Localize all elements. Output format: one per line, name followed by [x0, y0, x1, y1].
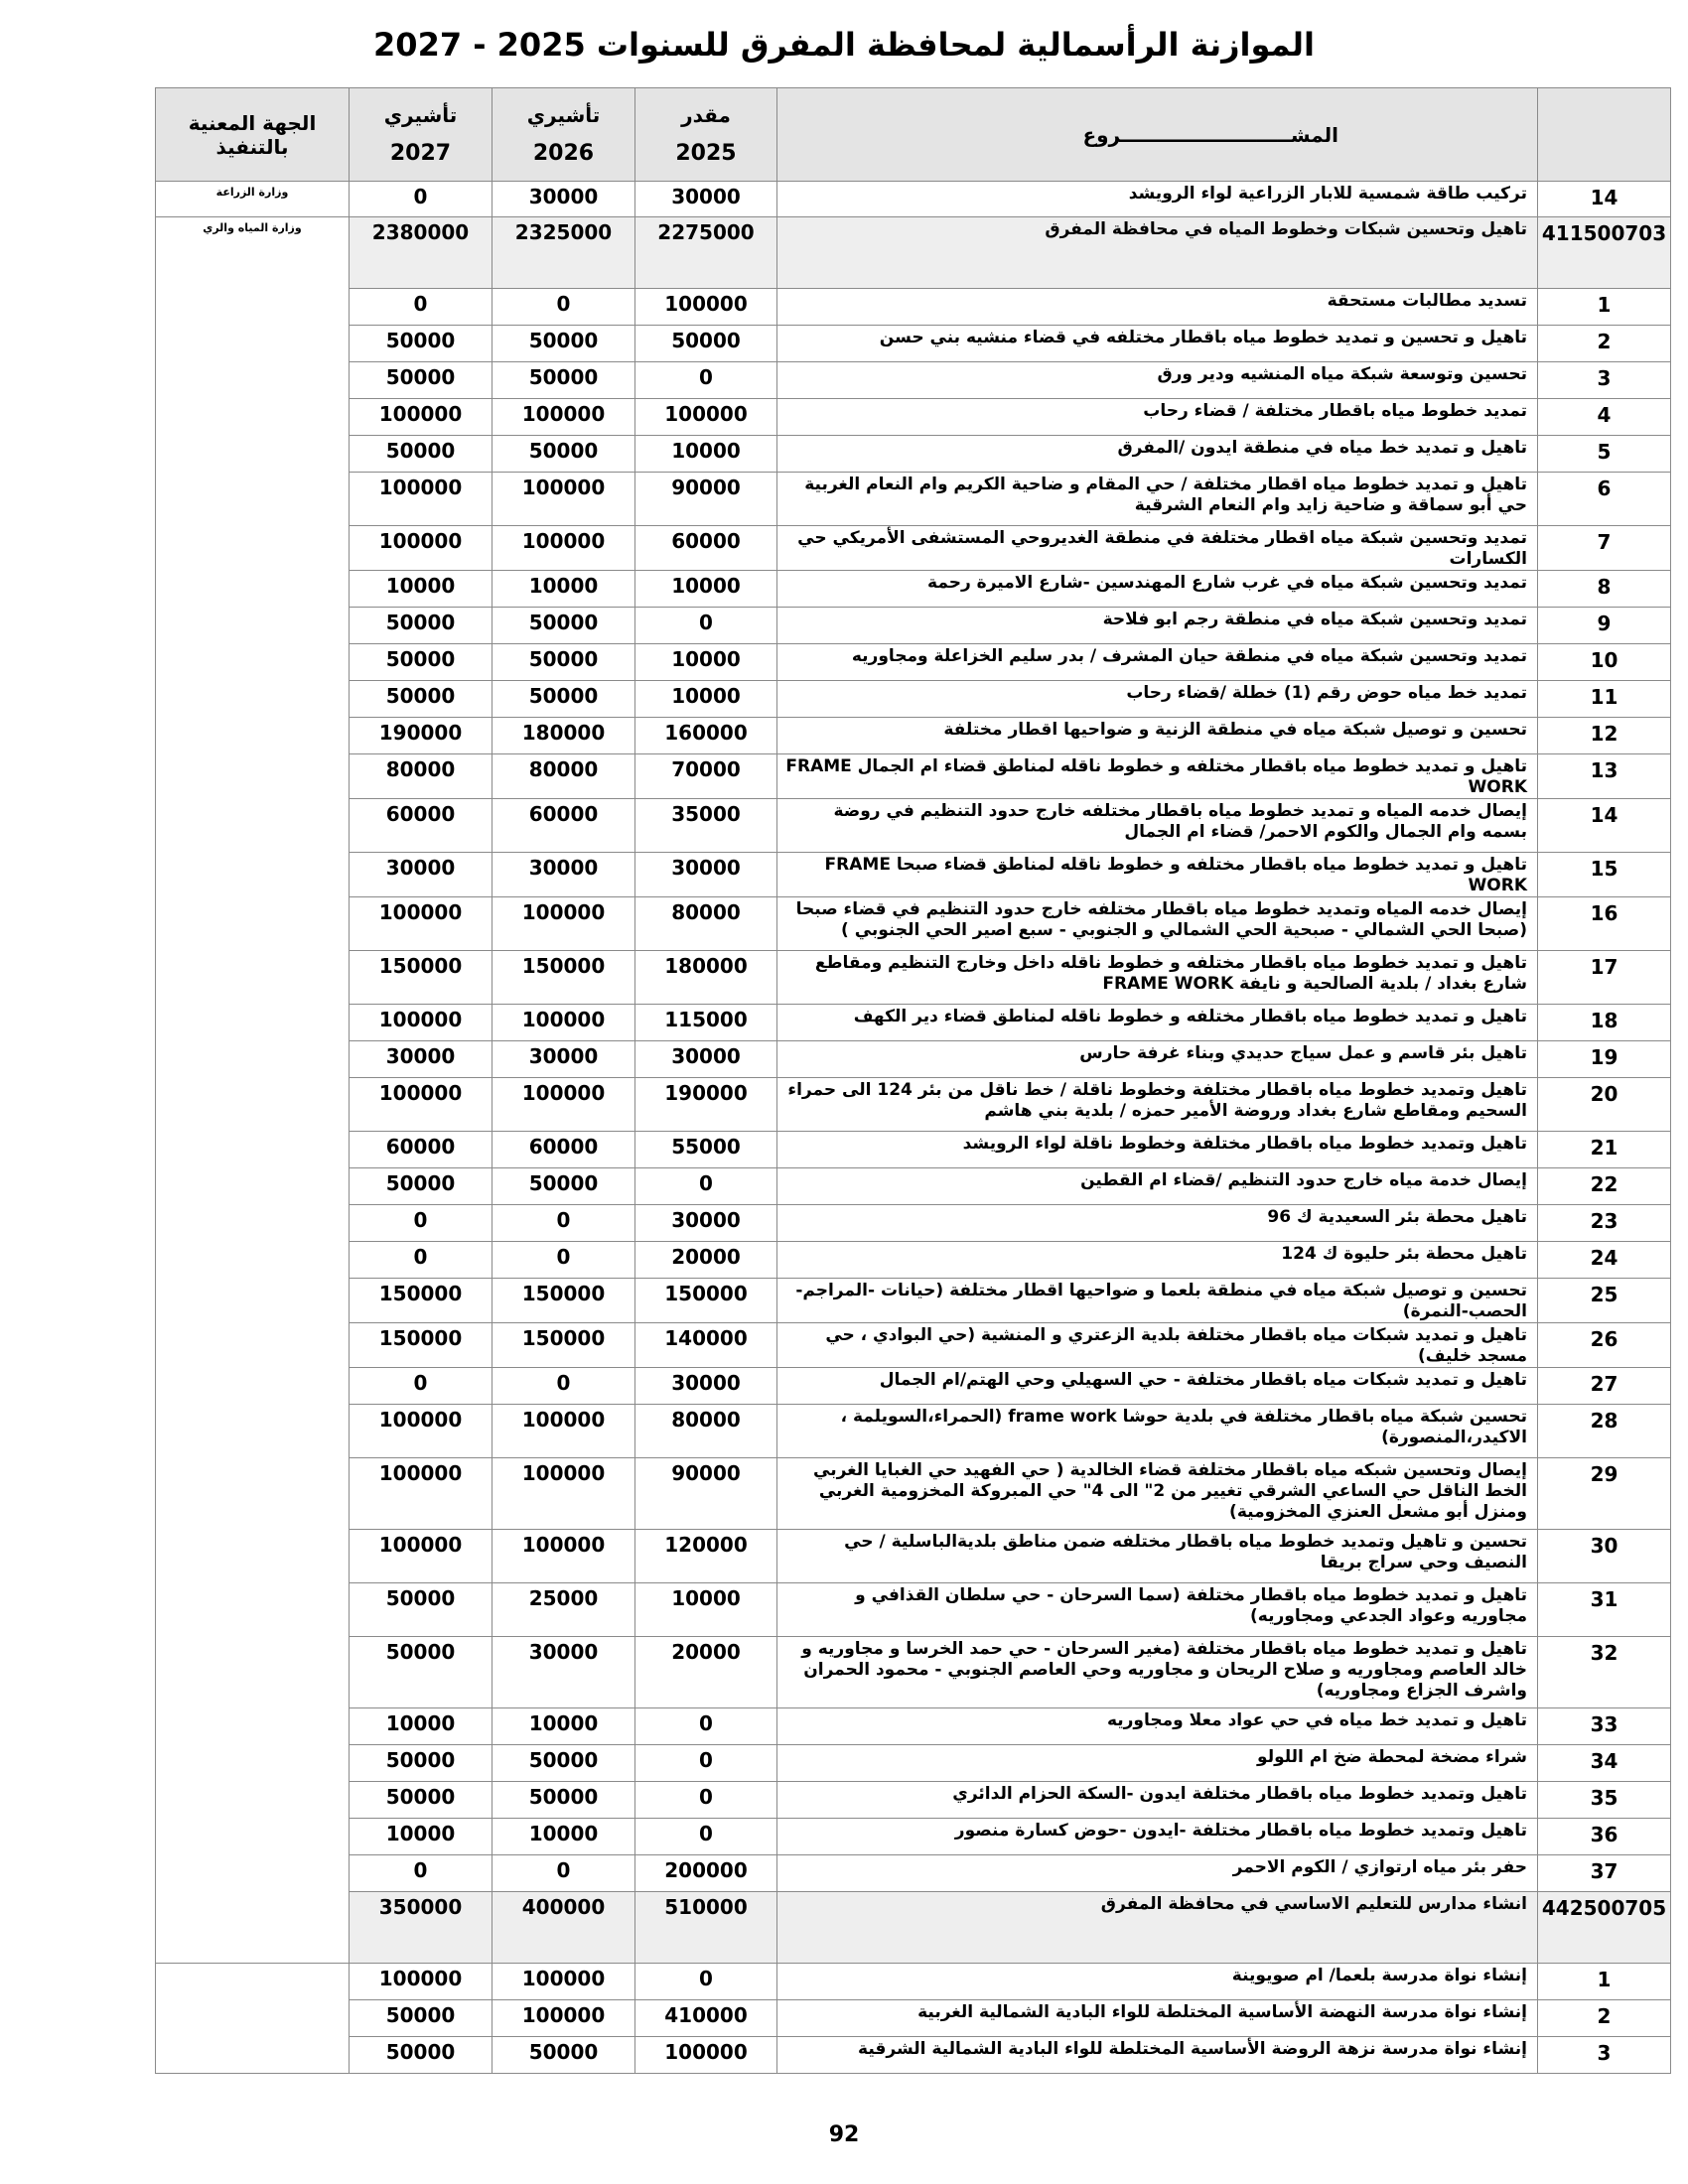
value-2027-cell: 50000 — [350, 1583, 492, 1637]
project-number-cell: 20 — [1538, 1078, 1671, 1132]
project-number-cell: 17 — [1538, 951, 1671, 1005]
project-number-cell: 14 — [1538, 799, 1671, 853]
project-description-cell: إيصال خدمه المياه و تمديد خطوط مياه باقطار مختلفه خارج حدود التنظيم في روضة بسمه وام الجمال والكوم الاحمر/ قضاء ام الجمال — [777, 799, 1538, 853]
value-2025-cell: 30000 — [635, 1368, 777, 1405]
value-2025-cell: 30000 — [635, 182, 777, 217]
value-2025-cell: 90000 — [635, 473, 777, 526]
table-row — [156, 1005, 1671, 1041]
value-2027-cell: 100000 — [350, 1005, 492, 1041]
value-2026-cell: 50000 — [492, 608, 635, 644]
value-2027-cell: 0 — [350, 289, 492, 326]
value-2025-cell: 0 — [635, 1745, 777, 1782]
value-2027-cell: 190000 — [350, 718, 492, 754]
value-2027-cell: 60000 — [350, 799, 492, 853]
value-2025-cell: 60000 — [635, 526, 777, 571]
project-description-cell: تسديد مطالبات مستحقة — [777, 289, 1538, 326]
page-title: الموازنة الرأسمالية لمحافظة المفرق للسنوات 2025 - 2027 — [373, 26, 1315, 64]
value-2025-cell: 10000 — [635, 644, 777, 681]
project-description-cell: تاهيل محطة بئر السعيدية ك 96 — [777, 1205, 1538, 1242]
table-row — [156, 1205, 1671, 1242]
value-2026-cell: 100000 — [492, 399, 635, 436]
project-number-cell: 28 — [1538, 1405, 1671, 1458]
project-number-cell: 24 — [1538, 1242, 1671, 1279]
value-2025-cell: 90000 — [635, 1458, 777, 1530]
table-row — [156, 718, 1671, 754]
value-2025-cell: 510000 — [635, 1892, 777, 1964]
value-2027-cell: 80000 — [350, 754, 492, 799]
project-description-cell: تاهيل و تمديد خطوط مياه باقطار مختلفه و خطوط ناقله لمناطق قضاء صبحا FRAME WORK — [777, 853, 1538, 897]
value-2026-cell: 50000 — [492, 362, 635, 399]
project-description-cell: تحسين و تاهيل وتمديد خطوط مياه باقطار مختلفه ضمن مناطق بلديةالباسلية / حي النصيف وحي سراج بريقا — [777, 1530, 1538, 1583]
table-row — [156, 1782, 1671, 1819]
value-2025-cell: 50000 — [635, 326, 777, 362]
value-2025-cell: 10000 — [635, 436, 777, 473]
value-2025-cell: 80000 — [635, 897, 777, 951]
table-row — [156, 1583, 1671, 1637]
project-number-cell: 27 — [1538, 1368, 1671, 1405]
project-description-cell: تاهيل وتمديد خطوط مياه باقطار مختلفة ايدون -السكة الحزام الدائري — [777, 1782, 1538, 1819]
project-number-cell: 23 — [1538, 1205, 1671, 1242]
table-row — [156, 1279, 1671, 1323]
value-2027-cell: 350000 — [350, 1892, 492, 1964]
value-2027-cell: 0 — [350, 1242, 492, 1279]
project-number-cell: 30 — [1538, 1530, 1671, 1583]
value-2026-cell: 0 — [492, 1205, 635, 1242]
value-2025-cell: 0 — [635, 1782, 777, 1819]
table-row — [156, 1530, 1671, 1583]
value-2027-cell: 30000 — [350, 853, 492, 897]
value-2026-cell: 30000 — [492, 1637, 635, 1708]
table-header-row — [156, 88, 1671, 182]
project-number-cell: 442500705 — [1538, 1892, 1671, 1964]
project-description-cell: تمديد وتحسين شبكة مياه في غرب شارع المهندسين -شارع الاميرة رحمة — [777, 571, 1538, 608]
value-2026-cell: 50000 — [492, 1168, 635, 1205]
project-number-cell: 31 — [1538, 1583, 1671, 1637]
project-number-cell: 26 — [1538, 1323, 1671, 1368]
project-number-cell: 1 — [1538, 289, 1671, 326]
project-description-cell: إنشاء نواة مدرسة نزهة الروضة الأساسية المختلطة للواء البادية الشمالية الشرقية — [777, 2037, 1538, 2074]
value-2026-cell: 0 — [492, 289, 635, 326]
table-row — [156, 644, 1671, 681]
value-2025-cell: 180000 — [635, 951, 777, 1005]
project-number-cell: 18 — [1538, 1005, 1671, 1041]
project-description-cell: تمديد وتحسين شبكة مياه في منطقة حيان المشرف / بدر سليم الخزاعلة ومجاوريه — [777, 644, 1538, 681]
value-2026-cell: 10000 — [492, 571, 635, 608]
value-2025-cell: 55000 — [635, 1132, 777, 1168]
project-number-cell: 10 — [1538, 644, 1671, 681]
project-number-cell: 19 — [1538, 1041, 1671, 1078]
project-description-cell: انشاء مدارس للتعليم الاساسي في محافظة المفرق — [777, 1892, 1538, 1964]
program-row — [156, 217, 1671, 289]
value-2027-cell: 10000 — [350, 1708, 492, 1745]
value-2026-cell: 100000 — [492, 1458, 635, 1530]
table-row — [156, 1132, 1671, 1168]
project-description-cell: تمديد وتحسين شبكة مياه في منطقة رجم ابو فلاحة — [777, 608, 1538, 644]
table-row — [156, 754, 1671, 799]
header-2026: تأشيري 2026 — [492, 88, 635, 182]
value-2025-cell: 30000 — [635, 853, 777, 897]
value-2025-cell: 2275000 — [635, 217, 777, 289]
table-row — [156, 1964, 1671, 2000]
header-2027: تأشيري 2027 — [350, 88, 492, 182]
value-2025-cell: 150000 — [635, 1279, 777, 1323]
value-2025-cell: 115000 — [635, 1005, 777, 1041]
project-number-cell: 13 — [1538, 754, 1671, 799]
project-description-cell: تمديد خط مياه حوض رقم (1) خطلة /قضاء رحاب — [777, 681, 1538, 718]
budget-table — [155, 87, 1671, 2074]
project-number-cell: 25 — [1538, 1279, 1671, 1323]
table-row — [156, 853, 1671, 897]
value-2027-cell: 50000 — [350, 1637, 492, 1708]
value-2026-cell: 25000 — [492, 1583, 635, 1637]
project-description-cell: تاهيل و تمديد خطوط مياه باقطار مختلفة (مغير السرحان - حي حمد الخرسا و مجاوريه و خالد العاصم ومجاوريه و صلاح الريحان و مجاوريه وحي العاصم الجنوبي - محمود الحمران واشرف الجزاع ومجاوريه) — [777, 1637, 1538, 1708]
project-number-cell: 11 — [1538, 681, 1671, 718]
value-2026-cell: 2325000 — [492, 217, 635, 289]
table-row — [156, 399, 1671, 436]
value-2027-cell: 0 — [350, 1205, 492, 1242]
value-2026-cell: 60000 — [492, 799, 635, 853]
project-description-cell: إيصال خدمه المياه وتمديد خطوط مياه باقطار مختلفه خارج حدود التنظيم في قضاء صبحا (صبحا الحي الشمالي - صبحية الحي الشمالي و الجنوبي - سبع اصير الحي الجنوبي ) — [777, 897, 1538, 951]
value-2027-cell: 60000 — [350, 1132, 492, 1168]
project-number-cell: 36 — [1538, 1819, 1671, 1855]
project-number-cell: 16 — [1538, 897, 1671, 951]
table-row — [156, 1323, 1671, 1368]
project-description-cell: إنشاء نواة مدرسة بلعما/ ام صويوينة — [777, 1964, 1538, 2000]
table-row — [156, 2037, 1671, 2074]
project-description-cell: تاهيل وتمديد خطوط مياه باقطار مختلفة وخطوط ناقلة / خط ناقل من بئر 124 الى حمراء السحيم ومقاطع شارع بغداد وروضة الأمير حمزه / بلدية بني هاشم — [777, 1078, 1538, 1132]
value-2027-cell: 150000 — [350, 951, 492, 1005]
value-2026-cell: 100000 — [492, 897, 635, 951]
value-2026-cell: 50000 — [492, 1782, 635, 1819]
project-number-cell: 1 — [1538, 1964, 1671, 2000]
value-2025-cell: 70000 — [635, 754, 777, 799]
project-description-cell: تمديد وتحسين شبكة مياه اقطار مختلفة في منطقة الغديروحي المستشفى الأمريكي حي الكسارات — [777, 526, 1538, 571]
value-2025-cell: 100000 — [635, 399, 777, 436]
value-2026-cell: 100000 — [492, 2000, 635, 2037]
value-2026-cell: 0 — [492, 1242, 635, 1279]
value-2027-cell: 0 — [350, 1855, 492, 1892]
table-row — [156, 1855, 1671, 1892]
header-number — [1538, 88, 1671, 182]
project-number-cell: 29 — [1538, 1458, 1671, 1530]
project-number-cell: 15 — [1538, 853, 1671, 897]
value-2027-cell: 100000 — [350, 1078, 492, 1132]
table-row — [156, 1745, 1671, 1782]
project-description-cell: تاهيل و تمديد شبكات مياه باقطار مختلفة بلدية الزعتري و المنشية (حي البوادي ، حي مسجد خليف) — [777, 1323, 1538, 1368]
project-number-cell: 21 — [1538, 1132, 1671, 1168]
table-row — [156, 799, 1671, 853]
table-row — [156, 681, 1671, 718]
project-number-cell: 3 — [1538, 362, 1671, 399]
value-2025-cell: 100000 — [635, 289, 777, 326]
value-2025-cell: 140000 — [635, 1323, 777, 1368]
project-description-cell: إيصال وتحسين شبكه مياه باقطار مختلفة قضاء الخالدية ( حي الفهيد حي الغبايا الغربي الخط الناقل حي الساعي الشرقي تغيير من 2" الى 4" حي المبروكة المخزومية الغربي ومنزل أبو مشعل العنزي المخزومية) — [777, 1458, 1538, 1530]
value-2026-cell: 100000 — [492, 1530, 635, 1583]
project-description-cell: تحسين وتوسعة شبكة مياه المنشيه ودير ورق — [777, 362, 1538, 399]
value-2026-cell: 50000 — [492, 2037, 635, 2074]
table-row — [156, 436, 1671, 473]
project-description-cell: تاهيل و تمديد خطوط مياه اقطار مختلفة / حي المقام و ضاحية الكريم وام النعام الغربية حي أبو سماقة و ضاحية زايد وام النعام الشرقية — [777, 473, 1538, 526]
value-2026-cell: 0 — [492, 1368, 635, 1405]
value-2027-cell: 100000 — [350, 399, 492, 436]
project-number-cell: 2 — [1538, 2000, 1671, 2037]
table-row — [156, 289, 1671, 326]
value-2026-cell: 150000 — [492, 951, 635, 1005]
value-2026-cell: 50000 — [492, 326, 635, 362]
value-2025-cell: 410000 — [635, 2000, 777, 2037]
value-2026-cell: 60000 — [492, 1132, 635, 1168]
program-row — [156, 1892, 1671, 1964]
value-2026-cell: 50000 — [492, 644, 635, 681]
value-2026-cell: 80000 — [492, 754, 635, 799]
value-2026-cell: 100000 — [492, 1005, 635, 1041]
project-description-cell: تاهيل و تمديد شبكات مياه باقطار مختلفة - حي السهيلي وحي الهتم/ام الجمال — [777, 1368, 1538, 1405]
project-number-cell: 411500703 — [1538, 217, 1671, 289]
value-2027-cell: 50000 — [350, 644, 492, 681]
value-2025-cell: 0 — [635, 1708, 777, 1745]
value-2027-cell: 100000 — [350, 473, 492, 526]
table-row — [156, 951, 1671, 1005]
value-2025-cell: 20000 — [635, 1242, 777, 1279]
value-2027-cell: 100000 — [350, 1530, 492, 1583]
value-2026-cell: 100000 — [492, 526, 635, 571]
table-row — [156, 1242, 1671, 1279]
value-2026-cell: 150000 — [492, 1279, 635, 1323]
value-2026-cell: 10000 — [492, 1708, 635, 1745]
project-number-cell: 33 — [1538, 1708, 1671, 1745]
table-row — [156, 1458, 1671, 1530]
value-2025-cell: 200000 — [635, 1855, 777, 1892]
value-2026-cell: 100000 — [492, 1964, 635, 2000]
value-2027-cell: 50000 — [350, 436, 492, 473]
project-description-cell: تاهيل و تمديد خطوط مياه باقطار مختلفة (سما السرحان - حي سلطان القذافي و مجاوريه وعواد الجدعي ومجاوريه) — [777, 1583, 1538, 1637]
table-row — [156, 326, 1671, 362]
project-description-cell: تاهيل و تمديد خطوط مياه باقطار مختلفه و خطوط ناقله لمناطق قضاء ام الجمال FRAME WORK — [777, 754, 1538, 799]
value-2025-cell: 0 — [635, 608, 777, 644]
value-2026-cell: 50000 — [492, 436, 635, 473]
page-number: 92 — [828, 2122, 860, 2147]
project-number-cell: 35 — [1538, 1782, 1671, 1819]
project-number-cell: 22 — [1538, 1168, 1671, 1205]
table-row — [156, 1708, 1671, 1745]
table-row — [156, 1405, 1671, 1458]
project-description-cell: تاهيل محطة بئر حليوة ك 124 — [777, 1242, 1538, 1279]
value-2025-cell: 160000 — [635, 718, 777, 754]
value-2027-cell: 100000 — [350, 1405, 492, 1458]
value-2025-cell: 0 — [635, 362, 777, 399]
value-2026-cell: 30000 — [492, 1041, 635, 1078]
table-row — [156, 1168, 1671, 1205]
value-2027-cell: 50000 — [350, 1168, 492, 1205]
value-2025-cell: 100000 — [635, 2037, 777, 2074]
value-2025-cell: 190000 — [635, 1078, 777, 1132]
project-description-cell: حفر بئر مياه ارتوازي / الكوم الاحمر — [777, 1855, 1538, 1892]
value-2025-cell: 20000 — [635, 1637, 777, 1708]
project-number-cell: 4 — [1538, 399, 1671, 436]
value-2026-cell: 50000 — [492, 681, 635, 718]
value-2026-cell: 10000 — [492, 1819, 635, 1855]
project-description-cell: شراء مضخة لمحطة ضخ ام اللولو — [777, 1745, 1538, 1782]
project-number-cell: 3 — [1538, 2037, 1671, 2074]
value-2026-cell: 50000 — [492, 1745, 635, 1782]
project-description-cell: إنشاء نواة مدرسة النهضة الأساسية المختلطة للواء البادية الشمالية الغربية — [777, 2000, 1538, 2037]
table-row — [156, 1637, 1671, 1708]
value-2025-cell: 120000 — [635, 1530, 777, 1583]
value-2026-cell: 400000 — [492, 1892, 635, 1964]
value-2026-cell: 30000 — [492, 182, 635, 217]
value-2027-cell: 2380000 — [350, 217, 492, 289]
value-2027-cell: 50000 — [350, 681, 492, 718]
value-2027-cell: 50000 — [350, 1745, 492, 1782]
value-2026-cell: 180000 — [492, 718, 635, 754]
project-number-cell: 6 — [1538, 473, 1671, 526]
value-2027-cell: 50000 — [350, 362, 492, 399]
project-description-cell: تاهيل وتحسين شبكات وخطوط المياه في محافظة المفرق — [777, 217, 1538, 289]
agency-cell: وزارة الزراعة — [156, 182, 350, 217]
value-2025-cell: 0 — [635, 1819, 777, 1855]
project-number-cell: 12 — [1538, 718, 1671, 754]
project-description-cell: تاهيل وتمديد خطوط مياه باقطار مختلفة وخطوط ناقلة لواء الرويشد — [777, 1132, 1538, 1168]
value-2027-cell: 50000 — [350, 326, 492, 362]
value-2026-cell: 100000 — [492, 1405, 635, 1458]
value-2027-cell: 100000 — [350, 897, 492, 951]
table-row — [156, 897, 1671, 951]
value-2025-cell: 35000 — [635, 799, 777, 853]
value-2027-cell: 50000 — [350, 2037, 492, 2074]
value-2025-cell: 30000 — [635, 1205, 777, 1242]
table-row — [156, 182, 1671, 217]
project-number-cell: 5 — [1538, 436, 1671, 473]
table-row — [156, 1078, 1671, 1132]
project-description-cell: تاهيل و تمديد خطوط مياه باقطار مختلفه و خطوط ناقله لمناطق قضاء دير الكهف — [777, 1005, 1538, 1041]
value-2026-cell: 100000 — [492, 1078, 635, 1132]
value-2025-cell: 10000 — [635, 571, 777, 608]
table-row — [156, 608, 1671, 644]
value-2027-cell: 0 — [350, 1368, 492, 1405]
value-2027-cell: 50000 — [350, 1782, 492, 1819]
header-agency: الجهة المعنية بالتنفيذ — [156, 88, 350, 182]
project-number-cell: 7 — [1538, 526, 1671, 571]
project-description-cell: تحسين شبكة مياه باقطار مختلفة في بلدية حوشا frame work (الحمراء،السويلمة ، الاكيدر،المنصورة) — [777, 1405, 1538, 1458]
value-2027-cell: 50000 — [350, 2000, 492, 2037]
value-2027-cell: 150000 — [350, 1323, 492, 1368]
table-row — [156, 526, 1671, 571]
value-2027-cell: 10000 — [350, 1819, 492, 1855]
value-2027-cell: 10000 — [350, 571, 492, 608]
value-2025-cell: 30000 — [635, 1041, 777, 1078]
agency-cell: وزارة المياه والري — [156, 217, 350, 1964]
project-description-cell: تحسين و توصيل شبكة مياه في منطقة بلعما و ضواحيها اقطار مختلفة (حيانات -المراجم-الحصب-النمرة) — [777, 1279, 1538, 1323]
project-number-cell: 37 — [1538, 1855, 1671, 1892]
table-row — [156, 1368, 1671, 1405]
value-2026-cell: 30000 — [492, 853, 635, 897]
value-2026-cell: 150000 — [492, 1323, 635, 1368]
value-2025-cell: 0 — [635, 1964, 777, 2000]
header-project: المشـــــــــــــــــــــــــروع — [777, 88, 1538, 182]
value-2025-cell: 80000 — [635, 1405, 777, 1458]
project-description-cell: تحسين و توصيل شبكة مياه في منطقة الزنية و ضواحيها اقطار مختلفة — [777, 718, 1538, 754]
project-description-cell: تاهيل بئر قاسم و عمل سياج حديدي وبناء غرفة حارس — [777, 1041, 1538, 1078]
project-number-cell: 2 — [1538, 326, 1671, 362]
project-number-cell: 32 — [1538, 1637, 1671, 1708]
project-description-cell: تاهيل و تحسين و تمديد خطوط مياه باقطار مختلفه في قضاء منشيه بني حسن — [777, 326, 1538, 362]
value-2027-cell: 50000 — [350, 608, 492, 644]
value-2027-cell: 0 — [350, 182, 492, 217]
project-description-cell: تاهيل و تمديد خط مياه في حي عواد معلا ومجاوريه — [777, 1708, 1538, 1745]
table-row — [156, 473, 1671, 526]
table-row — [156, 362, 1671, 399]
project-description-cell: تركيب طاقة شمسية للابار الزراعية لواء الرويشد — [777, 182, 1538, 217]
table-row — [156, 2000, 1671, 2037]
value-2026-cell: 100000 — [492, 473, 635, 526]
project-number-cell: 14 — [1538, 182, 1671, 217]
value-2025-cell: 0 — [635, 1168, 777, 1205]
table-row — [156, 1041, 1671, 1078]
value-2027-cell: 100000 — [350, 1458, 492, 1530]
value-2027-cell: 100000 — [350, 526, 492, 571]
value-2025-cell: 10000 — [635, 1583, 777, 1637]
header-2025: مقدر 2025 — [635, 88, 777, 182]
value-2027-cell: 100000 — [350, 1964, 492, 2000]
project-description-cell: تمديد خطوط مياه باقطار مختلفة / قضاء رحاب — [777, 399, 1538, 436]
value-2027-cell: 30000 — [350, 1041, 492, 1078]
project-number-cell: 8 — [1538, 571, 1671, 608]
value-2026-cell: 0 — [492, 1855, 635, 1892]
project-description-cell: إيصال خدمة مياه خارج حدود التنظيم /قضاء ام القطين — [777, 1168, 1538, 1205]
agency-cell — [156, 1964, 350, 2074]
value-2027-cell: 150000 — [350, 1279, 492, 1323]
project-number-cell: 34 — [1538, 1745, 1671, 1782]
project-number-cell: 9 — [1538, 608, 1671, 644]
table-row — [156, 1819, 1671, 1855]
project-description-cell: تاهيل و تمديد خط مياه في منطقة ايدون /المفرق — [777, 436, 1538, 473]
project-description-cell: تاهيل وتمديد خطوط مياه باقطار مختلفة -ايدون -حوض كسارة منصور — [777, 1819, 1538, 1855]
table-row — [156, 571, 1671, 608]
project-description-cell: تاهيل و تمديد خطوط مياه باقطار مختلفه و خطوط ناقله داخل وخارج التنظيم ومقاطع شارع بغداد / بلدية الصالحية و نايفة FRAME WORK — [777, 951, 1538, 1005]
value-2025-cell: 10000 — [635, 681, 777, 718]
